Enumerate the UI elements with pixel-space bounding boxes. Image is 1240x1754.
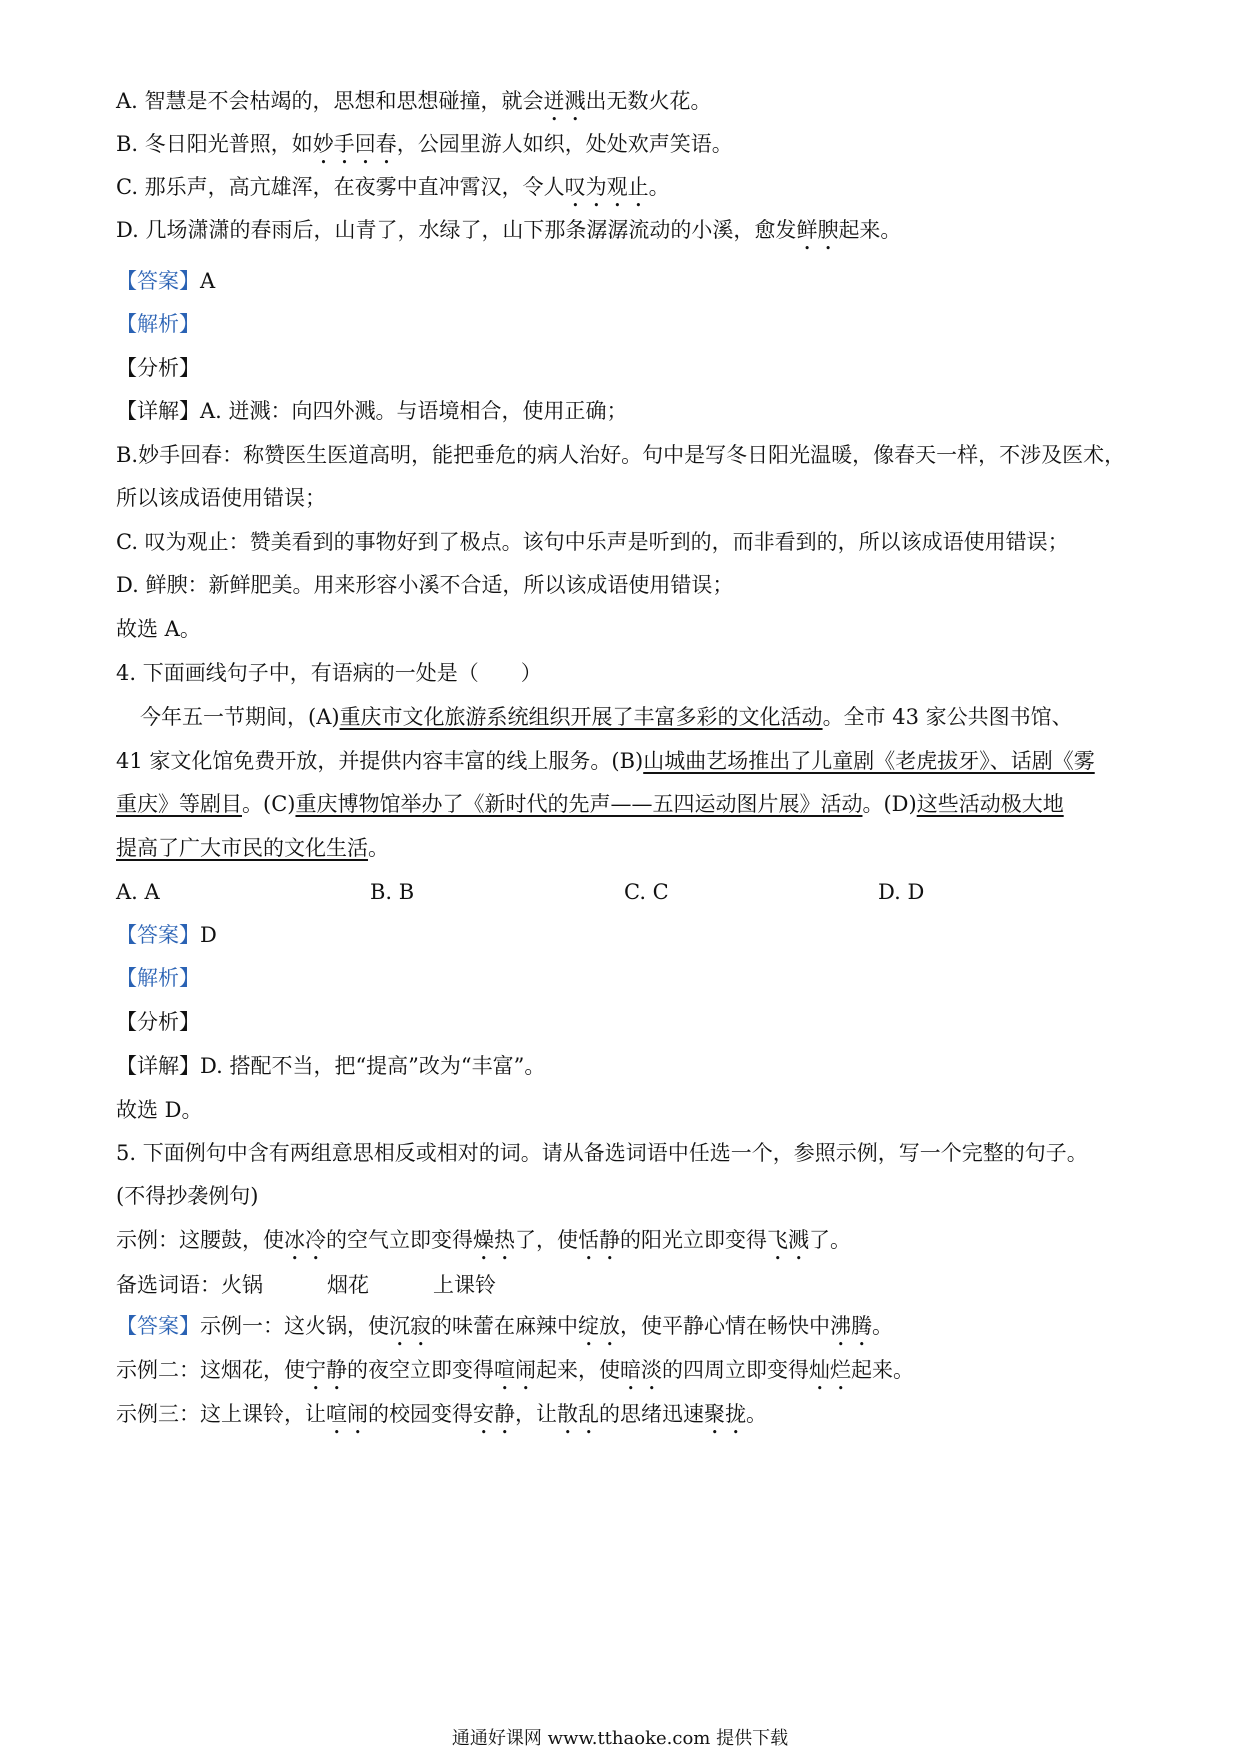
q4-options <box>116 877 1136 907</box>
q4-fenxi: 【分析】 <box>116 1010 200 1034</box>
page-footer: 通通好课网 www.tthaoke.com 提供下载 <box>451 1728 789 1749</box>
q5-answer-1: 【答案】示例一：这火锅，使沉寂的味蕾在麻辣中绽放，使平静心情在畅快中沸腾。 <box>116 1314 893 1338</box>
q4-answer: 【答案】D <box>116 923 217 947</box>
emphasized-word: 沉寂 <box>389 1314 431 1338</box>
emphasized-word: 暗淡 <box>620 1358 662 1382</box>
emphasized-word: 聚拢 <box>704 1402 746 1426</box>
q3-option-d: D. 几场潇潇的春雨后，山青了，水绿了，山下那条潺潺流动的小溪，愈发鲜腴起来。 <box>116 218 902 242</box>
emphasized-word: 灿烂 <box>809 1358 851 1382</box>
emphasized-word: 安静 <box>473 1402 515 1426</box>
q3-detail-1: 【详解】A. 迸溅：向四外溅。与语境相合，使用正确； <box>116 399 628 423</box>
q4-passage-line-1: 今年五一节期间，(A)重庆市文化旅游系统组织开展了丰富多彩的文化活动。全市 43 家公共图书馆、 <box>140 705 1073 729</box>
q4-passage-line-4: 提高了广大市民的文化生活。 <box>116 836 389 860</box>
q3-option-b: B. 冬日阳光普照，如妙手回春，公园里游人如织，处处欢声笑语。 <box>116 132 733 156</box>
q3-detail-3: 所以该成语使用错误； <box>116 486 326 510</box>
q5-answer-2: 示例二：这烟花，使宁静的夜空立即变得喧闹起来，使暗淡的四周立即变得灿烂起来。 <box>116 1358 914 1382</box>
q3-conclusion: 故选 A。 <box>116 617 201 641</box>
emphasized-word: 绽放 <box>578 1314 620 1338</box>
q4-option-c: C. C <box>624 880 669 904</box>
q4-option-d: D. D <box>878 880 925 904</box>
q4-option-a: A. A <box>116 880 160 904</box>
q3-fenxi: 【分析】 <box>116 356 200 380</box>
emphasized-word: 宁静 <box>305 1358 347 1382</box>
underlined-sentence-d: 提高了广大市民的文化生活 <box>116 836 368 860</box>
q4-detail: 【详解】D. 搭配不当，把“提高”改为“丰富”。 <box>116 1054 546 1078</box>
underlined-sentence-d: 这些活动极大地 <box>916 792 1064 816</box>
q3-jiexi <box>116 309 1136 339</box>
emphasized-word: 喧闹 <box>494 1358 536 1382</box>
q4-passage-line-2: 41 家文化馆免费开放，并提供内容丰富的线上服务。(B)山城曲艺场推出了儿童剧《老虎拔牙》、话剧《雾 <box>116 749 1095 773</box>
underlined-sentence-a: 重庆市文化旅游系统组织开展了丰富多彩的文化活动 <box>339 705 823 729</box>
emphasized-word: 冰冷 <box>284 1228 326 1252</box>
q5-answer-3: 示例三：这上课铃，让喧闹的校园变得安静，让散乱的思绪迅速聚拢。 <box>116 1402 767 1426</box>
emphasized-word: 叹为观止 <box>564 175 649 199</box>
emphasized-word: 散乱 <box>557 1402 599 1426</box>
analysis-tag: 【解析】 <box>116 312 200 336</box>
emphasized-word: 迸溅 <box>543 89 586 113</box>
underlined-sentence-c: 重庆博物馆举办了《新时代的先声——五四运动图片展》活动 <box>295 792 863 816</box>
q3-detail-2: B.妙手回春：称赞医生医道高明，能把垂危的病人治好。句中是写冬日阳光温暖，像春天一样，不涉及医术， <box>116 443 1126 467</box>
q4-option-b: B. B <box>370 880 415 904</box>
q3-detail-4: C. 叹为观止：赞美看到的事物好到了极点。该句中乐声是听到的，而非看到的，所以该成语使用错误； <box>116 530 1069 554</box>
q4-stem: 4. 下面画线句子中，有语病的一处是（ ） <box>116 661 542 685</box>
q5-note: (不得抄袭例句) <box>116 1184 259 1208</box>
answer-tag: 【答案】 <box>116 923 200 947</box>
q4-conclusion: 故选 D。 <box>116 1098 203 1122</box>
q3-detail-5: D. 鲜腴：新鲜肥美。用来形容小溪不合适，所以该成语使用错误； <box>116 573 734 597</box>
emphasized-word: 鲜腴 <box>796 218 839 242</box>
q4-passage-line-3: 重庆》等剧目。(C)重庆博物馆举办了《新时代的先声——五四运动图片展》活动。(D)这些活动极大地 <box>116 792 1064 816</box>
q5-stem: 5. 下面例句中含有两组意思相反或相对的词。请从备选词语中任选一个，参照示例，写一个完整的句子。 <box>116 1141 1088 1165</box>
q3-option-a: A. 智慧是不会枯竭的，思想和思想碰撞，就会迸溅出无数火花。 <box>116 89 712 113</box>
emphasized-word: 妙手回春 <box>312 132 397 156</box>
q4-jiexi <box>116 963 1136 993</box>
q5-example: 示例：这腰鼓，使冰冷的空气立即变得燥热了，使恬静的阳光立即变得飞溅了。 <box>116 1228 851 1252</box>
answer-tag: 【答案】 <box>116 269 200 293</box>
analysis-tag: 【解析】 <box>116 966 200 990</box>
q5-candidate-words: 备选词语：火锅 烟花 上课铃 <box>116 1273 496 1297</box>
emphasized-word: 恬静 <box>578 1228 620 1252</box>
emphasized-word: 燥热 <box>473 1228 515 1252</box>
underlined-sentence-b: 重庆》等剧目 <box>116 792 242 816</box>
emphasized-word: 喧闹 <box>326 1402 368 1426</box>
q3-option-c: C. 那乐声，高亢雄浑，在夜雾中直冲霄汉，令人叹为观止。 <box>116 175 670 199</box>
emphasized-word: 飞溅 <box>767 1228 809 1252</box>
answer-tag: 【答案】 <box>116 1314 200 1338</box>
underlined-sentence-b: 山城曲艺场推出了儿童剧《老虎拔牙》、话剧《雾 <box>643 749 1095 773</box>
q3-answer: 【答案】A <box>116 269 216 293</box>
emphasized-word: 沸腾 <box>830 1314 872 1338</box>
